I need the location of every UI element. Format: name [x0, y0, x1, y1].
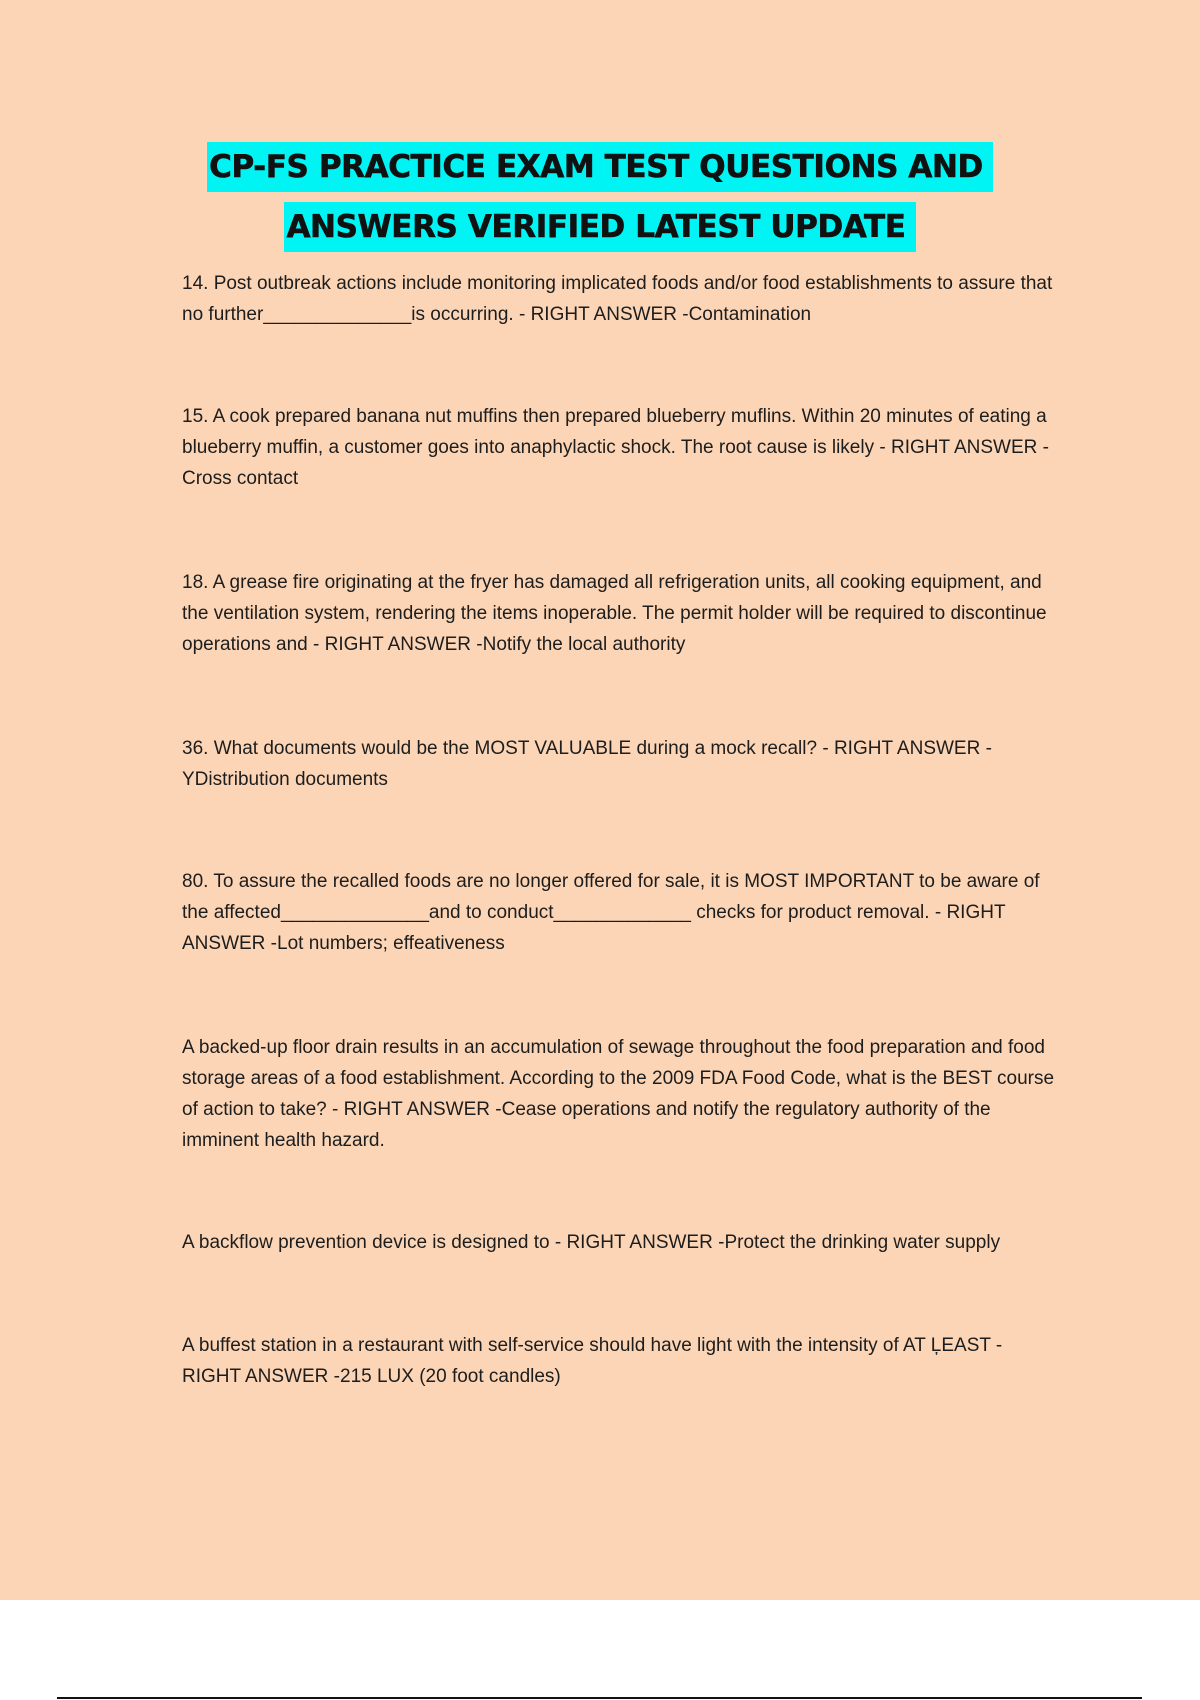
qa-item-80: [182, 866, 1062, 959]
question-text: A backed-up floor drain results in an accumulation of sewage throughout the food preparation and food storage areas of a food establishment. According to the 2009 FDA Food Code, what is the BEST course of action to take? - RIGHT ANSWER -: [182, 1037, 1055, 1120]
question-text: 36. What documents would be the MOST VALUABLE during a mock recall? - RIGHT ANSWER -: [182, 738, 992, 759]
answer-text: 215 LUX (20 foot candles): [340, 1366, 561, 1387]
answer-text: YDistribution documents: [182, 769, 388, 790]
question-text: 15. A cook prepared banana nut muffins then prepared blueberry muflins. Within 20 minutes of eating a blueberry muffin, a customer goes into anaphylactic shock. The root cause is likely - RIGHT ANSWER -: [182, 406, 1049, 458]
question-text: 18. A grease fire originating at the fryer has damaged all refrigeration units, all cooking equipment, and the ventilation system, rendering the items inoperable. The permit holder will be required to discontinue operations and - RIGHT ANSWER -: [182, 572, 1047, 655]
title-line-1: CP-FS PRACTICE EXAM TEST QUESTIONS AND: [207, 142, 993, 192]
answer-text: Notify the local authority: [482, 634, 686, 655]
answer-text: Cease operations and notify the regulatory authority of the imminent health hazard.: [182, 1099, 991, 1151]
footer-divider: [57, 1697, 1142, 1699]
qa-item-backflow: [182, 1227, 1062, 1258]
qa-item-buffet: [182, 1330, 1062, 1392]
qa-item-floor-drain: [182, 1032, 1062, 1156]
document-title: [0, 142, 1200, 262]
qa-item-36: [182, 733, 1062, 795]
answer-text: Protect the drinking water supply: [724, 1232, 1001, 1253]
qa-item-18: [182, 567, 1062, 660]
answer-text: Cross contact: [182, 468, 299, 489]
question-text: 80. To assure the recalled foods are no longer offered for sale, it is MOST IMPORTANT to be aware of the affected______________and to conduct_____________ checks for product removal. - RIGHT ANSWER -: [182, 871, 1040, 954]
answer-text: Contamination: [688, 304, 812, 325]
question-text: A backflow prevention device is designed to - RIGHT ANSWER -: [182, 1232, 725, 1253]
qa-item-14: [182, 268, 1062, 330]
answer-text: Lot numbers; effeativeness: [277, 933, 505, 954]
question-text: A buffest station in a restaurant with self-service should have light with the intensity of AT ĻEAST - RIGHT ANSWER -: [182, 1335, 1003, 1387]
qa-item-15: [182, 401, 1062, 494]
title-line-2: ANSWERS VERIFIED LATEST UPDATE: [284, 202, 915, 252]
question-text: 14. Post outbreak actions include monitoring implicated foods and/or food establishments to assure that no further______________is occurring. - RIGHT ANSWER -: [182, 273, 1053, 325]
